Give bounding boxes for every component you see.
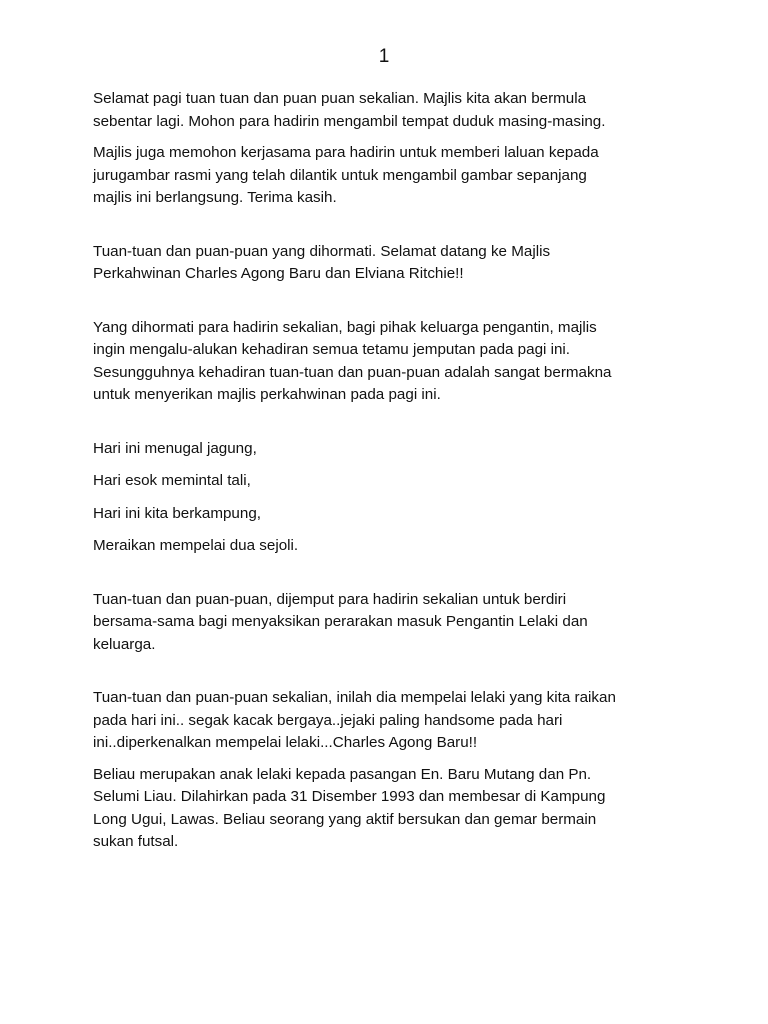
text-line: Selumi Liau. Dilahirkan pada 31 Disember 1993 dan membesar di Kampung (93, 788, 606, 805)
text-line: pada hari ini.. segak kacak bergaya..jejaki paling handsome pada hari (93, 711, 563, 729)
text-line: Long Ugui, Lawas. Beliau seorang yang aktif bersukan dan gemar bermain (93, 810, 597, 828)
text-line: Tuan-tuan dan puan-puan yang dihormati. Selamat datang ke Majlis (93, 242, 551, 260)
text-line: untuk menyerikan majlis perkahwinan pada pagi ini. (93, 386, 441, 403)
document-body (93, 88, 673, 854)
text-line: Majlis juga memohon kerjasama para hadirin untuk memberi laluan kepada (93, 144, 599, 161)
text-line: Sesungguhnya kehadiran tuan-tuan dan puan-puan adalah sangat bermakna (93, 363, 612, 381)
text-line: Yang dihormati para hadirin sekalian, bagi pihak keluarga pengantin, majlis (93, 318, 597, 336)
verse-line: Hari ini menugal jagung, (93, 439, 257, 457)
pantun-verse (93, 438, 673, 558)
paragraph-procession (93, 589, 673, 657)
paragraph-family-welcome (93, 317, 673, 407)
text-line: ini..diperkenalkan mempelai lelaki...Charles Agong Baru!! (93, 734, 478, 751)
verse-line: Meraikan mempelai dua sejoli. (93, 537, 299, 554)
paragraph-groom-intro (93, 687, 673, 755)
text-line: sebentar lagi. Mohon para hadirin mengambil tempat duduk masing-masing. (93, 112, 606, 130)
text-line: bersama-sama bagi menyaksikan perarakan masuk Pengantin Lelaki dan (93, 613, 588, 630)
text-line: jurugambar rasmi yang telah dilantik untuk mengambil gambar sepanjang (93, 166, 587, 184)
paragraph-groom-bio (93, 764, 673, 854)
text-line: Beliau merupakan anak lelaki kepada pasangan En. Baru Mutang dan Pn. (93, 765, 592, 783)
verse-line: Hari ini kita berkampung, (93, 504, 261, 522)
paragraph-welcome (93, 88, 673, 133)
text-line: keluarga. (93, 635, 156, 653)
text-line: sukan futsal. (93, 833, 179, 850)
verse-line: Hari esok memintal tali, (93, 472, 251, 489)
paragraph-photographer (93, 142, 673, 210)
text-line: ingin mengalu-alukan kehadiran semua tetamu jemputan pada pagi ini. (93, 341, 571, 358)
page-number: 1 (378, 46, 390, 67)
text-line: Tuan-tuan dan puan-puan, dijemput para hadirin sekalian untuk berdiri (93, 590, 567, 608)
text-line: Selamat pagi tuan tuan dan puan puan sekalian. Majlis kita akan bermula (93, 90, 587, 107)
text-line: Perkahwinan Charles Agong Baru dan Elviana Ritchie!! (93, 265, 464, 282)
text-line: Tuan-tuan dan puan-puan sekalian, inilah dia mempelai lelaki yang kita raikan (93, 689, 616, 706)
text-line: majlis ini berlangsung. Terima kasih. (93, 189, 337, 206)
paragraph-greeting (93, 241, 673, 286)
